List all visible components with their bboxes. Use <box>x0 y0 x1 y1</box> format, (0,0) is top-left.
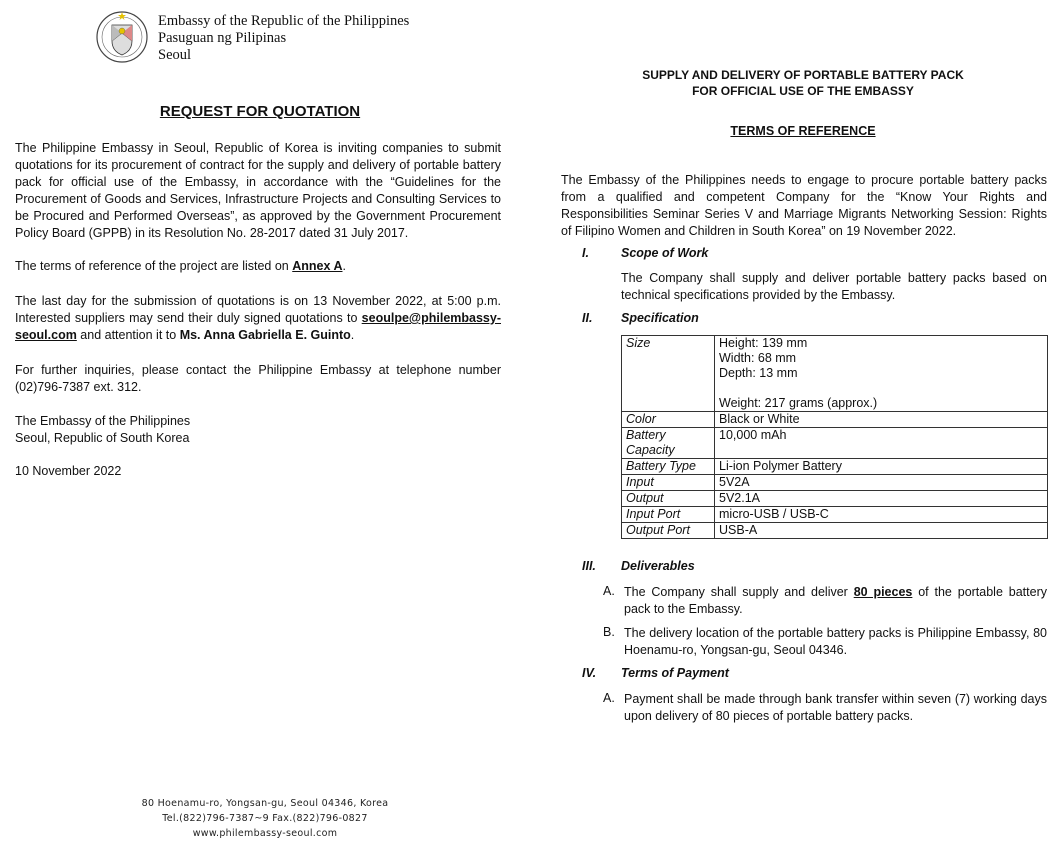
section-title-payment: Terms of Payment <box>621 666 729 680</box>
signature-line: The Embassy of the Philippines <box>15 414 191 428</box>
spec-value <box>715 336 1048 412</box>
philippine-seal-icon <box>95 9 149 65</box>
text-span: The last day for the submission of quotations is on 13 November 2022, at 5:00 p.m. Interested suppliers may send their duly signed quotations to <box>15 294 501 325</box>
tor-heading-line: FOR OFFICIAL USE OF THE EMBASSY <box>692 84 914 98</box>
section-number: IV. <box>582 666 597 680</box>
spec-key: Output <box>622 491 715 507</box>
spec-row <box>622 459 1048 475</box>
spec-value: micro-USB / USB-C <box>715 507 1048 523</box>
rfq-paragraph-deadline <box>15 293 501 344</box>
tor-intro-paragraph: The Embassy of the Philippines needs to engage to procure portable battery packs from a qualified and competent Company for the “Know Your Rights and Responsibilities Seminar Series V and Marriage Migrants Networking Session: Rights of Filipino Women and Children in South Korea” on 19 November 2022. <box>561 173 1047 238</box>
text-span: of the portable battery pack to the Embassy. <box>624 585 1047 616</box>
item-letter: B. <box>603 625 615 639</box>
embassy-letterhead <box>158 13 409 64</box>
spec-size-line: Height: 139 mm <box>719 336 808 350</box>
spec-key: Battery Type <box>622 459 715 475</box>
signature-block <box>15 413 501 447</box>
specification-table <box>621 335 1048 539</box>
spec-key: Color <box>622 412 715 428</box>
spec-size-spacer <box>719 381 1043 396</box>
spec-key: Output Port <box>622 523 715 539</box>
spec-value: Black or White <box>715 412 1048 428</box>
org-name-line: Seoul <box>158 47 192 63</box>
scope-text: The Company shall supply and deliver portable battery packs based on technical specifications provided by the Embassy. <box>621 271 1047 302</box>
quantity-highlight: 80 pieces <box>853 585 913 599</box>
rfq-paragraph-intro: The Philippine Embassy in Seoul, Republic of Korea is inviting companies to submit quotations for its procurement of contract for the supply and delivery of portable battery pack for official use of the Embassy, in accordance with the “Guidelines for the Procurement of Goods and Services, Infrastructure Projects and Consulting Services to be Procured and Performed Overseas”, as approved by the Government Procurement Policy Board (GPPB) in its Resolution No. 28-2017 dated 31 July 2017. <box>15 141 501 240</box>
spec-row <box>622 336 1048 412</box>
spec-value: 10,000 mAh <box>715 428 1048 459</box>
text-span: . <box>342 259 346 273</box>
deliverable-b: The delivery location of the portable battery packs is Philippine Embassy, 80 Hoenamu-ro, Yongsan-gu, Seoul 04346. <box>624 626 1047 657</box>
signature-line: Seoul, Republic of South Korea <box>15 431 190 445</box>
text-span: and attention it to <box>76 328 180 342</box>
page-footer <box>95 796 435 841</box>
text-span: . <box>350 328 355 342</box>
section-number: I. <box>582 246 589 260</box>
tor-title: TERMS OF REFERENCE <box>730 124 876 138</box>
item-letter: A. <box>603 691 615 705</box>
text-span: The terms of reference of the project are listed on <box>15 259 293 273</box>
spec-row <box>622 507 1048 523</box>
rfq-paragraph-terms <box>15 259 501 273</box>
footer-website: www.philembassy-seoul.com <box>192 828 338 839</box>
section-number: II. <box>582 311 593 325</box>
spec-value: 5V2.1A <box>715 491 1048 507</box>
spec-row <box>622 523 1048 539</box>
rfq-paragraph-inquiries: For further inquiries, please contact the Philippine Embassy at telephone number (02)796-7387 ext. 312. <box>15 363 501 394</box>
spec-value: Li-ion Polymer Battery <box>715 459 1048 475</box>
section-title-scope: Scope of Work <box>621 246 709 260</box>
spec-key: Input <box>622 475 715 491</box>
tor-heading <box>560 67 1046 99</box>
spec-row <box>622 475 1048 491</box>
spec-value: USB-A <box>715 523 1048 539</box>
org-name-line: Embassy of the Republic of the Philippines <box>158 13 410 29</box>
spec-row <box>622 491 1048 507</box>
spec-row <box>622 428 1048 459</box>
contact-name: Ms. Anna Gabriella E. Guinto <box>179 328 351 342</box>
email-link[interactable]: seoulpe@philembassy-seoul.com <box>15 311 501 342</box>
item-letter: A. <box>603 584 615 598</box>
spec-size-line: Width: 68 mm <box>719 351 797 365</box>
spec-size-line: Depth: 13 mm <box>719 366 798 380</box>
spec-row <box>622 412 1048 428</box>
page-title: REQUEST FOR QUOTATION <box>159 103 361 120</box>
org-name-line: Pasuguan ng Pilipinas <box>158 30 287 46</box>
document-date: 10 November 2022 <box>15 464 122 478</box>
tor-heading-line: SUPPLY AND DELIVERY OF PORTABLE BATTERY PACK <box>642 68 964 82</box>
annex-link[interactable]: Annex A <box>292 259 343 273</box>
spec-size-line: Weight: 217 grams (approx.) <box>719 396 878 410</box>
payment-a: Payment shall be made through bank transfer within seven (7) working days upon delivery of 80 pieces of portable battery packs. <box>624 692 1047 723</box>
spec-value: 5V2A <box>715 475 1048 491</box>
section-title-specification: Specification <box>621 311 699 325</box>
text-span: The Company shall supply and deliver <box>624 585 854 599</box>
deliverable-a <box>624 584 1047 618</box>
spec-key: Input Port <box>622 507 715 523</box>
footer-address: 80 Hoenamu-ro, Yongsan-gu, Seoul 04346, Korea <box>141 798 389 809</box>
footer-phone: Tel.(822)796-7387~9 Fax.(822)796-0827 <box>162 813 368 824</box>
spec-key: Size <box>622 336 715 412</box>
section-title-deliverables: Deliverables <box>621 559 695 573</box>
section-number: III. <box>582 559 596 573</box>
spec-key: Battery Capacity <box>622 428 715 459</box>
